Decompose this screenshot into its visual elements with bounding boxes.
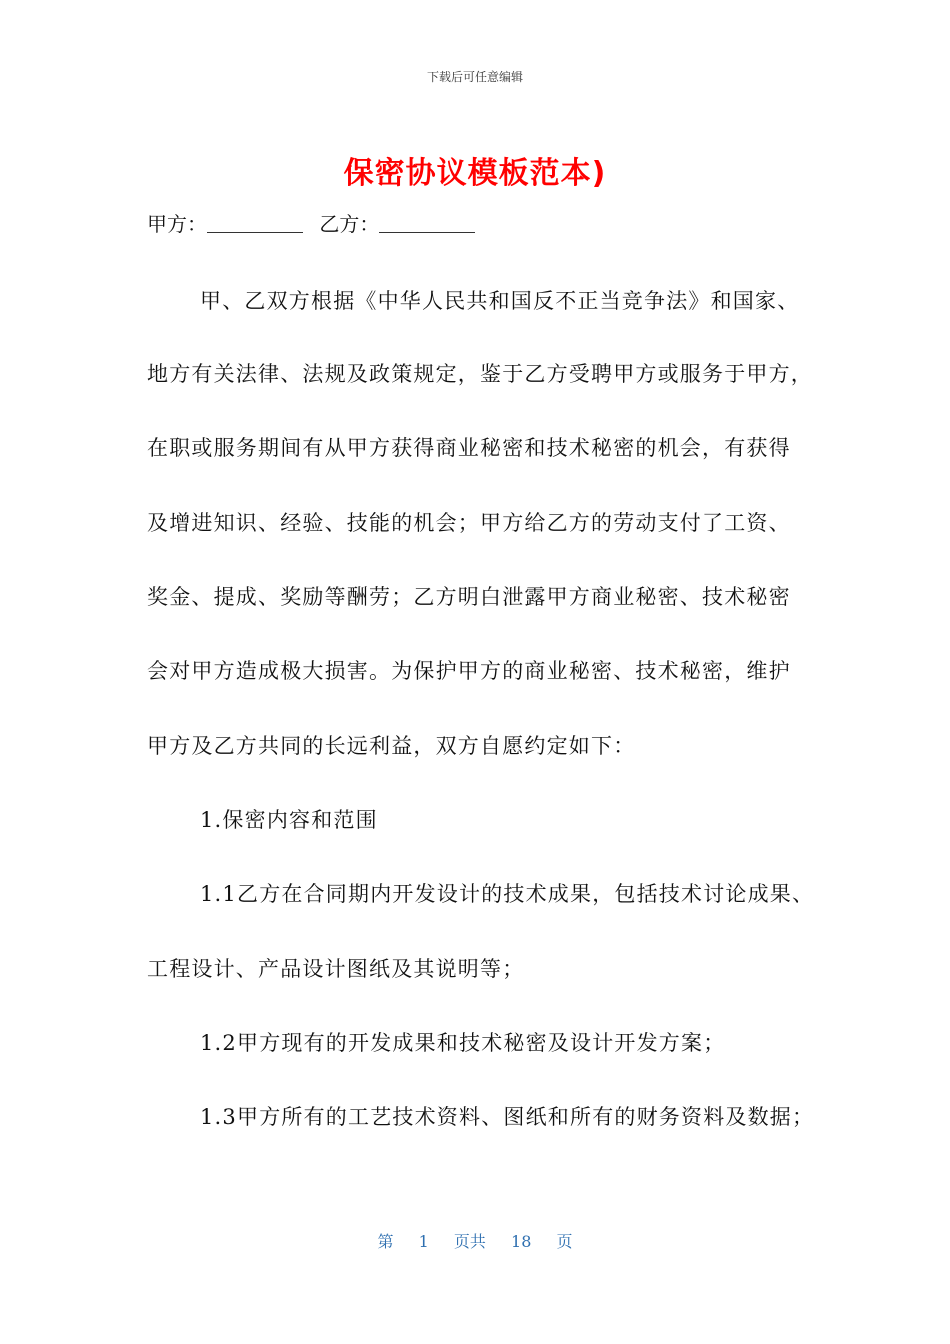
page-footer (0, 1229, 950, 1252)
body-line: 工程设计、产品设计图纸及其说明等； (147, 957, 525, 981)
body-line: 甲、乙双方根据《中华人民共和国反不正当竞争法》和国家、 (200, 289, 800, 313)
footer-total-pages: 18 (511, 1232, 532, 1251)
party-line (147, 208, 485, 237)
party-b-label: 乙方： (319, 212, 380, 236)
header-note: 下载后可任意编辑 (426, 70, 523, 84)
party-a-label: 甲方： (147, 212, 207, 236)
party-b-blank (379, 218, 475, 233)
party-a-blank (207, 218, 303, 233)
footer-page-suffix: 页 (556, 1232, 573, 1251)
body-line: 1.1乙方在合同期内开发设计的技术成果，包括技术讨论成果、 (200, 882, 815, 906)
footer-page-number: 1 (418, 1232, 429, 1251)
footer-page-label: 第 (377, 1232, 394, 1251)
body-line: 甲方及乙方共同的长远利益，双方自愿约定如下： (147, 734, 636, 758)
body-line: 地方有关法律、法规及政策规定，鉴于乙方受聘甲方或服务于甲方， (147, 362, 813, 386)
body-line: 在职或服务期间有从甲方获得商业秘密和技术秘密的机会，有获得 (147, 436, 791, 460)
document-title: 保密协议模板范本) (343, 156, 607, 191)
body-line: 及增进知识、经验、技能的机会；甲方给乙方的劳动支付了工资、 (147, 511, 791, 535)
body-line: 奖金、提成、奖励等酬劳；乙方明白泄露甲方商业秘密、技术秘密 (147, 585, 791, 609)
body-line: 1.3甲方所有的工艺技术资料、图纸和所有的财务资料及数据； (200, 1105, 815, 1129)
body-line: 1.2甲方现有的开发成果和技术秘密及设计开发方案； (200, 1031, 726, 1055)
footer-of-label: 页共 (453, 1232, 486, 1251)
body-line: 会对甲方造成极大损害。为保护甲方的商业秘密、技术秘密，维护 (147, 659, 791, 683)
section-heading: 1.保密内容和范围 (200, 808, 378, 832)
